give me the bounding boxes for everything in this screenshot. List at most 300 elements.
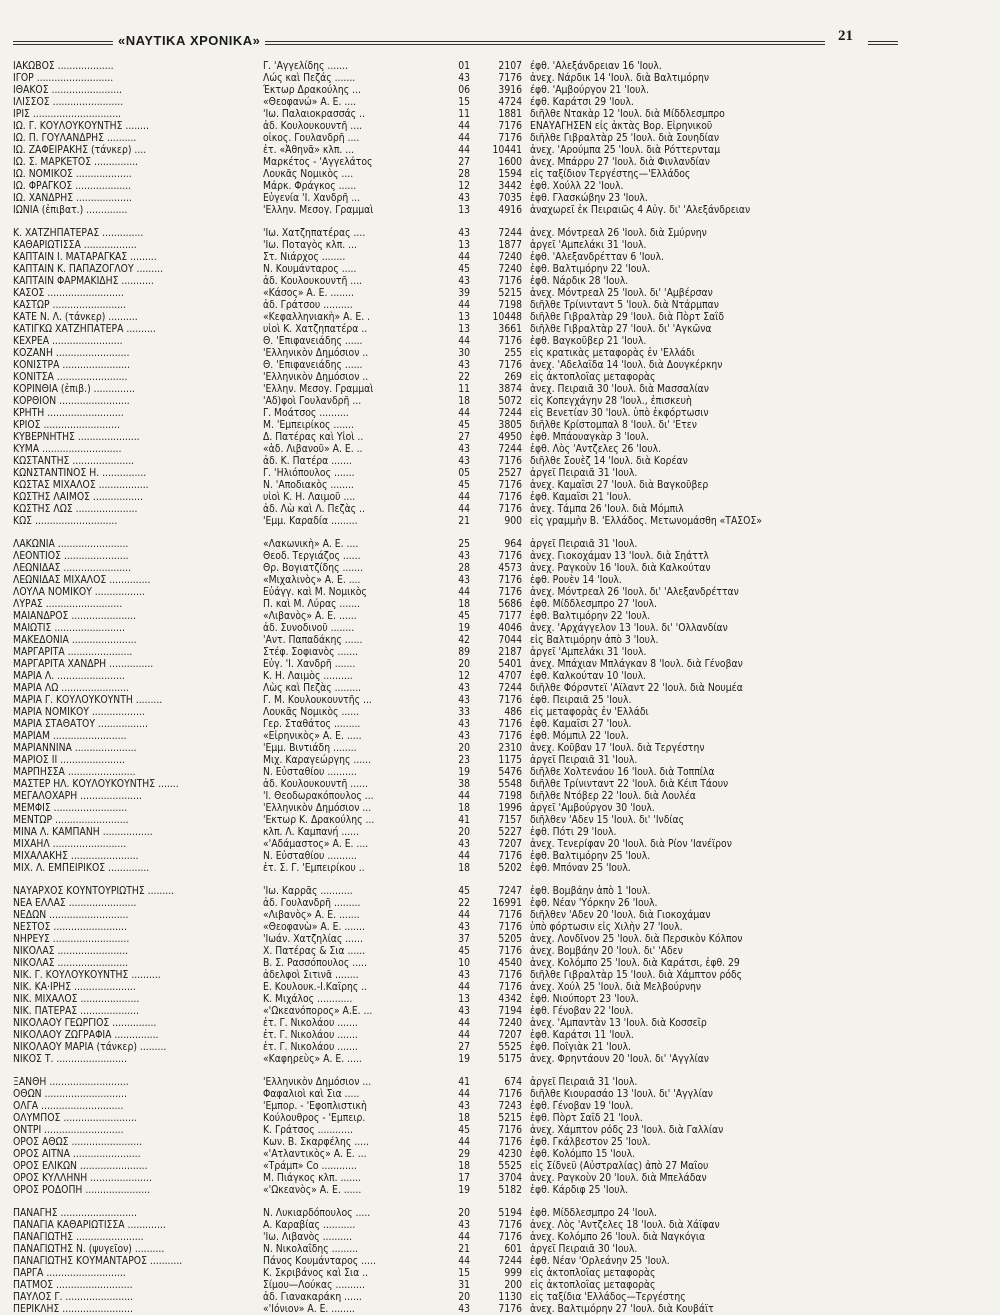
table-row [13,275,873,287]
ship-movement: ἀνεχ. Βαλτιμόρην 27 'Ιουλ. διὰ Κουβάϊτ [530,1303,714,1315]
table-row [13,909,873,921]
ship-year: 19 [458,766,470,778]
ship-year: 33 [458,706,470,718]
ship-tonnage: 5686 [498,598,522,610]
ship-movement: ἐφθ. Γκάλβεστον 25 'Ιουλ. [530,1136,651,1148]
table-row [13,419,873,431]
ship-movement: έφθ. 'Αμβούργον 21 'Ιουλ. [530,84,649,96]
ship-year: 13 [458,323,470,335]
ship-movement: ἀνεχ. Κοῦβαν 17 'Ιουλ. διὰ Τεργέστην [530,742,705,754]
table-row [13,574,873,586]
table-row [13,610,873,622]
ship-year: 13 [458,239,470,251]
ship-movement: ἀνεχ. 'Αδελαΐδα 14 'Ιουλ. διὰ Δουγκέρκην [530,359,723,371]
ship-movement: ἀνεχ. Καμαΐσι 27 'Ιουλ. διὰ Βαγκοῦβερ [530,479,709,491]
ship-tonnage: 4707 [498,670,522,682]
ship-year: 28 [458,562,470,574]
ship-movement: ἀνεχ. Τενερίφαν 20 'Ιουλ. διὰ Ρίον 'Ιανέϊρον [530,838,732,850]
ship-year: 44 [458,299,470,311]
ship-year: 44 [458,1255,470,1267]
ship-owner: Μαρκέτος - 'Αγγελάτος [263,156,373,168]
ship-owner: Κ. Γράτσος ............ [263,1124,353,1136]
ship-year: 43 [458,921,470,933]
ship-movement: εἰς ταξίδιον Τεργέστης—'Ελλάδος [530,168,691,180]
ship-owner: ἀδ. Κουλουκουντῆ .... [263,275,363,287]
ship-movement: διῆλθε Ντακὰρ 12 'Ιουλ. διὰ Μίδδλεσμπρο [530,108,725,120]
ship-year: 44 [458,144,470,156]
ship-movement: έφθ. Καράτσι 29 'Ιουλ. [530,96,634,108]
table-row [13,754,873,766]
ship-year: 43 [458,682,470,694]
ship-movement: ἀνεχ. Μόντρεαλ 25 'Ιουλ. δι' 'Αμβέρσαν [530,287,713,299]
ship-year: 17 [458,1172,470,1184]
table-row [13,1053,873,1065]
ship-owner: Γ. Μοάτσος .......... [263,407,349,419]
ship-year: 12 [458,180,470,192]
table-row [13,1136,873,1148]
table-row [13,945,873,957]
ship-name: ΜΑΡΙΑ Λ. ....................... [13,670,125,682]
ship-tonnage: 3916 [498,84,522,96]
bleed-through-text [872,60,1000,1230]
ship-tonnage: 1600 [498,156,522,168]
ship-owner: Λουκᾶς Νομικὸς .... [263,168,354,180]
ship-year: 01 [458,60,470,72]
ship-movement: ἐφθ. Γένοβαν 22 'Ιουλ. [530,1005,634,1017]
ship-name: ΝΕΑ ΕΛΛΑΣ ....................... [13,897,137,909]
ship-tonnage: 7244 [498,682,522,694]
ship-year: 13 [458,993,470,1005]
ship-movement: ἐφθ. Λὸς 'Αντζελες 26 'Ιουλ. [530,443,662,455]
table-row [13,263,873,275]
table-row [13,622,873,634]
ship-owner: Β. Σ. Ρασσόπουλος ..... [263,957,367,969]
ship-name: ΚΡΗΤΗ .......................... [13,407,124,419]
ship-year: 43 [458,969,470,981]
ship-tonnage: 7240 [498,263,522,275]
ship-year: 13 [458,204,470,216]
ship-tonnage: 269 [504,371,522,383]
ship-tonnage: 7176 [498,132,522,144]
ship-owner: Λὼς καὶ Πεζὰς ......... [263,682,362,694]
ship-year: 22 [458,897,470,909]
ship-owner: «Κεφαλληνιακὴ» Α. Ε. . [263,311,371,323]
ship-name: ΝΙΚ. ΜΙΧΑΛΟΣ .................... [13,993,140,1005]
ship-name: ΙΩΝΙΑ (ἐπιβατ.) .............. [13,204,128,216]
ship-owner: Θρ. Βογιατζίδης ....... [263,562,364,574]
table-row [13,120,873,132]
ship-owner: ἀδ. Κουλουκουντῆ .... [263,120,363,132]
ship-tonnage: 5072 [498,395,522,407]
table-row [13,730,873,742]
ship-year: 20 [458,742,470,754]
table-row [13,562,873,574]
ship-owner: ἀδ. Κουλουκουντῆ ...... [263,778,368,790]
ship-owner: 'Ελληνικὸν Δημόσιον ... [263,802,372,814]
ship-year: 19 [458,1053,470,1065]
ship-tonnage: 5175 [498,1053,522,1065]
table-row [13,838,873,850]
ship-owner: Μάρκ. Φράγκος ...... [263,180,357,192]
ship-movement: ἐφθ. Βαλτιμόρην 22 'Ιουλ. [530,610,651,622]
ship-year: 38 [458,778,470,790]
ship-owner: Κων. Β. Σκαρφέλης ..... [263,1136,369,1148]
ship-name: ΚΟΖΑΝΗ ......................... [13,347,130,359]
ship-owner: ἀδ. Γουλανδρῆ ......... [263,897,361,909]
ship-year: 45 [458,1124,470,1136]
ship-owner: ἐτ. Γ. Νικολάου ....... [263,1029,358,1041]
ship-name: ΠΑΝΑΓΗΣ .......................... [13,1207,137,1219]
ship-tonnage: 900 [504,515,522,527]
table-row [13,311,873,323]
ship-name: ΝΙΚΟΛΑΣ ........................ [13,957,129,969]
table-row [13,718,873,730]
ship-tonnage: 7176 [498,945,522,957]
ship-name: ΜΑΡΙΑ ΛΩ ....................... [13,682,129,694]
ship-name: ΞΑΝΘΗ ........................... [13,1076,129,1088]
ship-name: ΙΘΑΚΟΣ ........................ [13,84,123,96]
ship-year: 43 [458,730,470,742]
ship-tonnage: 5548 [498,778,522,790]
table-row [13,682,873,694]
ship-year: 18 [458,395,470,407]
ship-tonnage: 7176 [498,694,522,706]
header-rule-left [13,41,113,45]
ship-name: ΠΑΝΑΓΙΑ ΚΑΘΑΡΙΩΤΙΣΣΑ ............. [13,1219,166,1231]
ship-movement: ἐφθ. Μίδδλεσμπρο 24 'Ιουλ. [530,1207,657,1219]
ship-tonnage: 4916 [498,204,522,216]
ship-year: 44 [458,981,470,993]
ship-name: ΚΟΡΘΙΟΝ ........................ [13,395,130,407]
ship-name: ΝΙΚ. ΚΑ·ΙΡΗΣ ..................... [13,981,136,993]
ship-name: ΜΑΙΩΤΙΣ ........................ [13,622,125,634]
ship-year: 43 [458,359,470,371]
table-row [13,192,873,204]
ship-name: ΜΑΡΙΟΣ ΙΙ ...................... [13,754,125,766]
ship-year: 44 [458,790,470,802]
ship-name: ΛΕΩΝΙΔΑΣ ....................... [13,562,132,574]
page-number: 21 [838,28,853,44]
ship-year: 43 [458,694,470,706]
ship-year: 45 [458,885,470,897]
ship-name: ΟΡΟΣ ΑΙΤΝΑ ....................... [13,1148,141,1160]
table-row [13,323,873,335]
ship-owner: 'Αδ)φοὶ Γουλανδρῆ ... [263,395,362,407]
ship-owner: Λώς καὶ Πεζάς ....... [263,72,356,84]
ship-movement: ἐφθ. Γλασκώβην 23 'Ιουλ. [530,192,648,204]
table-row [13,1255,873,1267]
ship-movement: ἀναχωρεῖ ἐκ Πειραιῶς 4 Αὐγ. δι' 'Αλεξάνδρειαν [530,204,751,216]
ship-owner: ἐτ. Σ. Γ. 'Εμπειρίκου .. [263,862,365,874]
ship-year: 44 [458,909,470,921]
ship-movement: εἰς ταξίδια 'Ελλάδος—Τεργέστης [530,1291,686,1303]
table-row [13,227,873,239]
ship-owner: Κ. Μιχάλος ............ [263,993,353,1005]
ship-owner: Σίμου—Λούκας .......... [263,1279,365,1291]
ship-movement: διῆλθε Τρίνινταντ 22 'Ιουλ. διὰ Κέιπ Τάουν [530,778,729,790]
ship-movement: διῆλθεν 'Αδεν 20 'Ιουλ. διὰ Γιοκοχάμαν [530,909,711,921]
ship-movement: ἀνεχ. Κολόμπο 25 'Ιουλ. διὰ Καράτσι, ἐφθ. 29 [530,957,740,969]
table-row [13,1291,873,1303]
ship-name: ΙΩ. ΝΟΜΙΚΟΣ ................... [13,168,132,180]
ship-year: 39 [458,287,470,299]
ship-tonnage: 7176 [498,1088,522,1100]
ship-year: 44 [458,850,470,862]
ship-movement: ἀνεχ. Μόντρεαλ 26 'Ιουλ. δι' 'Αλεξανδρέτταν [530,586,739,598]
ship-tonnage: 7035 [498,192,522,204]
ship-year: 89 [458,646,470,658]
table-row [13,538,873,550]
ship-movement: ἐφθ. Πὸρτ Σαΐδ 21 'Ιουλ. [530,1112,643,1124]
table-row [13,1100,873,1112]
table-row [13,694,873,706]
table-row [13,491,873,503]
ship-movement: ἐφθ. 'Αλεξανδρέτταν 6 'Ιουλ. [530,251,664,263]
ship-tonnage: 7176 [498,503,522,515]
ship-tonnage: 7176 [498,359,522,371]
ship-owner: «Μιχαλινὸς» Α. Ε. .... [263,574,361,586]
ship-owner: «Καφηρεὺς» Α. Ε. ..... [263,1053,362,1065]
ship-movement: ἀνεχ. Μπάχιαν Μπλάγκαν 8 'Ιουλ. διὰ Γένοβαν [530,658,743,670]
table-row [13,826,873,838]
ship-movement: ἐφθ. Πότι 29 'Ιουλ. [530,826,617,838]
table-row [13,1112,873,1124]
ship-movement: ἐφθ. Ποΐγιὰκ 21 'Ιουλ. [530,1041,632,1053]
table-row [13,144,873,156]
ship-name: ΜΕΜΦΙΣ ......................... [13,802,128,814]
ship-movement: ἐφθ. Βομβάην ἀπὸ 1 'Ιουλ. [530,885,651,897]
ship-name: ΙΩ. Σ. ΜΑΡΚΕΤΟΣ ............... [13,156,139,168]
ship-tonnage: 4230 [498,1148,522,1160]
ship-year: 43 [458,72,470,84]
ship-owner: Εὐάγγ. καὶ Μ. Νομικὸς [263,586,367,598]
table-row [13,443,873,455]
ship-year: 15 [458,96,470,108]
table-row [13,658,873,670]
ship-owner: Α. Καραβίας ........... [263,1219,356,1231]
table-row [13,850,873,862]
ship-year: 43 [458,1005,470,1017]
ship-movement: εἰς μεταφορὰς ἐν 'Ελλάδι [530,706,649,718]
table-row [13,1267,873,1279]
table-row [13,1160,873,1172]
ship-year: 12 [458,670,470,682]
ship-tonnage: 1594 [498,168,522,180]
ship-movement: ἀνεχ. Τάμπα 26 'Ιουλ. διὰ Μόμπιλ [530,503,684,515]
table-row [13,1207,873,1219]
table-row [13,862,873,874]
ship-name: ΠΑΝΑΓΙΩΤΗΣ ΚΟΥΜΑΝΤΑΡΟΣ ........... [13,1255,183,1267]
ship-year: 44 [458,1231,470,1243]
table-row [13,706,873,718]
ship-name: ΚΥΜΑ ........................... [13,443,122,455]
ship-movement: διῆλθεν 'Αδεν 15 'Ιουλ. δι' 'Ινδίας [530,814,685,826]
ship-movement: ἀνεχ. Φρηντάουν 20 'Ιουλ. δι' 'Αγγλίαν [530,1053,709,1065]
table-row [13,72,873,84]
ship-tonnage: 5227 [498,826,522,838]
ship-movement: εἰς Σίδνεϋ (Αὐστραλίας) ἀπὸ 27 Μαΐου [530,1160,709,1172]
ship-owner: 'Ιω. Χατζηπατέρας .... [263,227,366,239]
ship-tonnage: 7176 [498,981,522,993]
ship-owner: 'Εμμ. Βιντιάδη ........ [263,742,357,754]
ship-tonnage: 2310 [498,742,522,754]
ship-year: 27 [458,156,470,168]
ship-owner: 'Ελληνικὸν Δημόσιον .. [263,371,369,383]
ship-movement: ἐφθ. Καράτσι 11 'Ιουλ. [530,1029,634,1041]
ship-movement: ἀργεῖ Πειραιᾶ 30 'Ιουλ. [530,1243,638,1255]
table-row [13,933,873,945]
ship-owner: «ἀδ. Λιβανοῦ» Α. Ε. .. [263,443,363,455]
ship-tonnage: 7176 [498,1219,522,1231]
ship-owner: υἱοὶ Κ. Η. Λαιμοῦ .... [263,491,356,503]
ship-tonnage: 7244 [498,227,522,239]
ship-name: ΜΑΡΓΑΡΙΤΑ ...................... [13,646,133,658]
ship-owner: Μ. 'Εμπειρίκος ....... [263,419,354,431]
ship-owner: «'Ωκεανὸς» Α. Ε. ...... [263,1184,362,1196]
ship-movement: διῆλθε Γιβραλτὰρ 29 'Ιουλ. διὰ Πὸρτ Σαΐδ [530,311,724,323]
ship-movement: διῆλθε Ντόβερ 22 'Ιουλ. διὰ Λουλέα [530,790,696,802]
ship-name: ΙΩ. ΖΑΦΕΙΡΑΚΗΣ (τάνκερ) .... [13,144,147,156]
ship-name: ΜΙΝΑ Λ. ΚΑΜΠΑΝΗ ................. [13,826,153,838]
table-row [13,1088,873,1100]
ship-movement: ἐφθ. Καλκούταν 10 'Ιουλ. [530,670,647,682]
table-row [13,1303,873,1315]
ship-name: ΚΩΣ ............................ [13,515,118,527]
ship-tonnage: 7198 [498,299,522,311]
table-row [13,407,873,419]
ship-owner: ἐτ. Γ. Νικολάου ....... [263,1017,358,1029]
ship-tonnage: 7243 [498,1100,522,1112]
ship-name: ΝΙΚΟΛΑΟΥ ΖΩΓΡΑΦΙΑ ............... [13,1029,159,1041]
ship-tonnage: 7176 [498,550,522,562]
ship-movement: διῆλθε Γιβραλτὰρ 27 'Ιουλ. δι' 'Αγκῶνα [530,323,712,335]
ship-tonnage: 7247 [498,885,522,897]
table-row [13,335,873,347]
table-row [13,802,873,814]
header-rule-tail [868,41,898,45]
ship-name: ΚΩΣΤΑΣ ΜΙΧΑΛΟΣ ................. [13,479,149,491]
ship-year: 44 [458,132,470,144]
ship-tonnage: 5194 [498,1207,522,1219]
ship-movement: ἀργεῖ Πειραιᾶ 31 'Ιουλ. [530,467,638,479]
ship-year: 44 [458,1017,470,1029]
ship-year: 45 [458,263,470,275]
table-row [13,1029,873,1041]
ship-owner: «'Ιόνιον» Α. Ε. ........ [263,1303,355,1315]
ship-owner: 'Ι. Θεοδωρακόπουλος ... [263,790,374,802]
ship-movement: ἀνεχ. Λὸς 'Αντζελες 18 'Ιουλ. διὰ Χάϊφαν [530,1219,720,1231]
ship-owner: Μ. Πιάγκος κλπ. ....... [263,1172,362,1184]
ship-year: 43 [458,192,470,204]
ship-year: 43 [458,574,470,586]
ship-tonnage: 4046 [498,622,522,634]
ship-tonnage: 200 [504,1279,522,1291]
ship-movement: ἀργεῖ Πειραιᾶ 31 'Ιουλ. [530,1076,638,1088]
ship-movement: ἀργεῖ Πειραιᾶ 31 'Ιουλ. [530,538,638,550]
ship-name: ΜΑΙΑΝΔΡΟΣ ...................... [13,610,137,622]
ship-name: ΚΟΡΙΝΘΙΑ (ἐπιβ.) .............. [13,383,135,395]
ship-owner: 'Ιω. Λιβανὸς .......... [263,1231,353,1243]
ship-year: 44 [458,586,470,598]
ship-owner: ἀδ. Συνοδινοῦ ........ [263,622,355,634]
ship-year: 20 [458,1291,470,1303]
ship-owner: Κ. Σκριβάνος καὶ Σια .. [263,1267,369,1279]
ship-owner: Γ. 'Ηλιόπουλος ....... [263,467,355,479]
ship-tonnage: 4540 [498,957,522,969]
ship-tonnage: 1877 [498,239,522,251]
ship-owner: Θ. 'Επιφανειάδης ...... [263,359,363,371]
ship-movement: ἀνεχ. Νάρδικ 14 'Ιουλ. διὰ Βαλτιμόρην [530,72,710,84]
ship-name: ΚΑΠΤΑΙΝ Ι. ΜΑΤΑΡΑΓΚΑΣ ......... [13,251,157,263]
ship-year: 37 [458,933,470,945]
ship-year: 10 [458,957,470,969]
table-row [13,646,873,658]
ship-owner: Κούλουθρος - 'Εμπειρ. [263,1112,366,1124]
ship-tonnage: 7176 [498,455,522,467]
ship-movement: έφθ. 'Αλεξάνδρειαν 16 'Ιουλ. [530,60,662,72]
ship-movement: ἀνεχ. Πειραιᾶ 30 'Ιουλ. διὰ Μασσαλίαν [530,383,709,395]
ship-year: 31 [458,1279,470,1291]
ship-movement: διῆλθε Φόρσντεϊ 'Αϊλαντ 22 'Ιουλ. διὰ Νουμέα [530,682,743,694]
ship-year: 21 [458,1243,470,1255]
ship-name: ΙΓΟΡ .......................... [13,72,114,84]
ship-year: 20 [458,658,470,670]
ship-owner: Εὐγ. 'Ι. Χανδρῆ ....... [263,658,356,670]
table-row [13,299,873,311]
ship-year: 27 [458,1041,470,1053]
ship-owner: Στέφ. Σοφιανὸς ....... [263,646,359,658]
ship-name: ΝΗΡΕΥΣ .......................... [13,933,130,945]
table-row [13,239,873,251]
ship-owner: «'Αδάμαστος» Α. Ε. .... [263,838,369,850]
table-row [13,1219,873,1231]
table-row [13,287,873,299]
table-row [13,1279,873,1291]
ship-owner: ἐτ. Γ. Νικολάου ....... [263,1041,358,1053]
ship-name: ΛΥΡΑΣ .......................... [13,598,123,610]
ship-owner: 'Ιω. Ποταγὸς κλπ. ... [263,239,357,251]
ship-tonnage: 7176 [498,1303,522,1315]
ship-name: ΚΑΘΑΡΙΩΤΙΣΣΑ .................. [13,239,137,251]
table-row [13,479,873,491]
ship-owner: ἀδ. Κ. Πατέρα ....... [263,455,352,467]
ship-owner: ἐτ. «Ἀθηνᾶ» κλπ. ... [263,144,355,156]
ship-owner: Γ. Μ. Κουλουκουντῆς ... [263,694,372,706]
ship-owner: υἱοὶ Κ. Χατζηπατέρα .. [263,323,368,335]
table-row [13,168,873,180]
table-row [13,1172,873,1184]
ship-movement: ἐφθ. Ρουὲν 14 'Ιουλ. [530,574,622,586]
ship-tonnage: 7176 [498,1136,522,1148]
ship-name: ΠΑΡΓΑ ........................... [13,1267,126,1279]
ship-movement: ἀργεῖ 'Αμπελάκι 31 'Ιουλ. [530,646,647,658]
ship-movement: ἐφθ. Κολόμπο 15 'Ιουλ. [530,1148,636,1160]
table-row [13,885,873,897]
table-row [13,1005,873,1017]
ship-owner: «Κάσος» Α. Ε. ........ [263,287,354,299]
table-row [13,921,873,933]
ship-owner: ἀδ. Γιανακαράκη ...... [263,1291,362,1303]
ship-owner: ἀδ. Γράτσου .......... [263,299,353,311]
ship-name: ΚΟΝΙΤΣΑ ........................ [13,371,128,383]
ship-tonnage: 7244 [498,443,522,455]
ship-movement: ἀνεχ. Μόντρεαλ 26 'Ιουλ. διὰ Σμύρνην [530,227,707,239]
ship-tonnage: 1130 [498,1291,522,1303]
ship-movement: εἰς Βαλτιμόρην ἀπὸ 3 'Ιουλ. [530,634,659,646]
table-row [13,897,873,909]
ship-tonnage: 5182 [498,1184,522,1196]
ship-movement: εἰς ἀκτοπλοΐας μεταφορὰς [530,1279,656,1291]
